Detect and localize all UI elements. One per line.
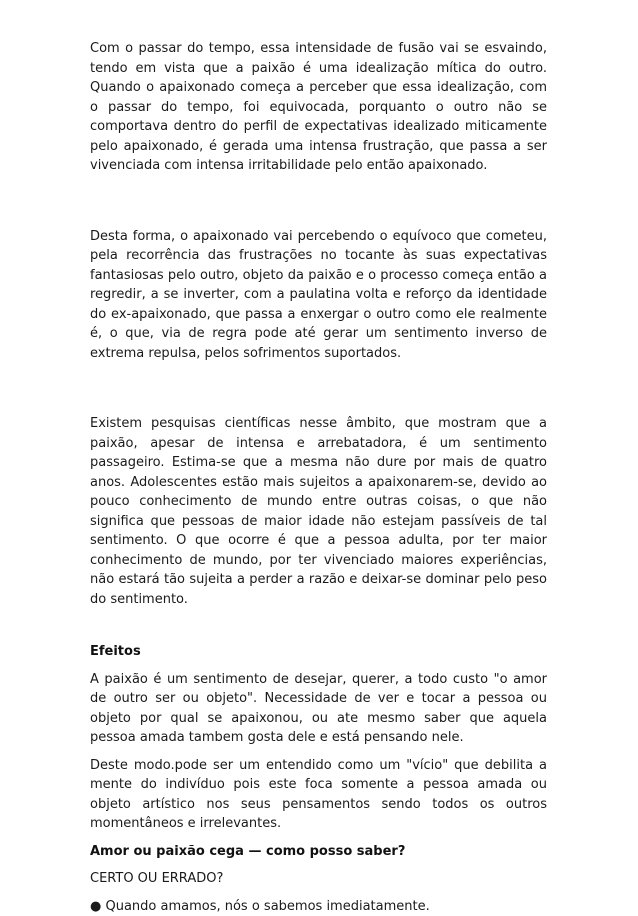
bullet-item: ● Quando amamos, nós o sabemos imediatamente. bbox=[90, 897, 547, 916]
spacer bbox=[90, 609, 547, 642]
spacer bbox=[90, 363, 547, 414]
paragraph-fusion-fades: Com o passar do tempo, essa intensidade de fusão vai se esvaindo, tendo em vista que a paixão é uma idealização mítica do outro. Quando o apaixonado começa a perceber que essa idealização, com o passar do tempo, foi equivocada, porquanto o outro não se comportava dentro do perfil de expectativas idealizado miticamente pelo apaixonado, é gerada uma intensa frustração, que passa a ser vivenciada com intensa irritabilidade pelo então apaixonado. bbox=[90, 39, 547, 176]
spacer bbox=[90, 748, 547, 756]
document-page bbox=[90, 39, 547, 916]
paragraph-passion-definition: A paixão é um sentimento de desejar, querer, a todo custo "o amor de outro ser ou objeto". Necessidade de ver e tocar a pessoa ou objeto por qual se apaixonou, ou ate mesmo saber que aquela pessoa amada tambem gosta dele e está pensando nele. bbox=[90, 670, 547, 748]
spacer bbox=[90, 861, 547, 869]
section-heading-amor-ou-paixao: Amor ou paixão cega — como posso saber? bbox=[90, 842, 547, 862]
section-heading-efeitos: Efeitos bbox=[90, 642, 547, 662]
paragraph-perceiving-mistake: Desta forma, o apaixonado vai percebendo o equívoco que cometeu, pela recorrência das frustrações no tocante às suas expectativas fantasiosas pelo outro, objeto da paixão e o processo começa então a regredir, a se inverter, com a paulatina volta e reforço da identidade do ex-apaixonado, que passa a enxergar o outro como ele realmente é, o que, via de regra pode até gerar um sentimento inverso de extrema repulsa, pelos sofrimentos suportados. bbox=[90, 227, 547, 364]
spacer bbox=[90, 889, 547, 897]
paragraph-addiction: Deste modo.pode ser um entendido como um "vício" que debilita a mente do indivíduo pois este foca somente a pessoa amada ou objeto artístico nos seus pensamentos sendo todos os outros momentâneos e irrelevantes. bbox=[90, 756, 547, 834]
spacer bbox=[90, 176, 547, 227]
spacer bbox=[90, 834, 547, 842]
line-certo-ou-errado: CERTO OU ERRADO? bbox=[90, 869, 547, 889]
paragraph-scientific-research: Existem pesquisas científicas nesse âmbito, que mostram que a paixão, apesar de intensa e arrebatadora, é um sentimento passageiro. Estima-se que a mesma não dure por mais de quatro anos. Adolescentes estão mais sujeitos a apaixonarem-se, devido ao pouco conhecimento de mundo entre outras coisas, o que não significa que pessoas de maior idade não estejam passíveis de tal sentimento. O que ocorre é que a pessoa adulta, por ter maior conhecimento de mundo, por ter vivenciado maiores experiências, não estará tão sujeita a perder a razão e deixar-se dominar pelo peso do sentimento. bbox=[90, 414, 547, 609]
spacer bbox=[90, 662, 547, 670]
